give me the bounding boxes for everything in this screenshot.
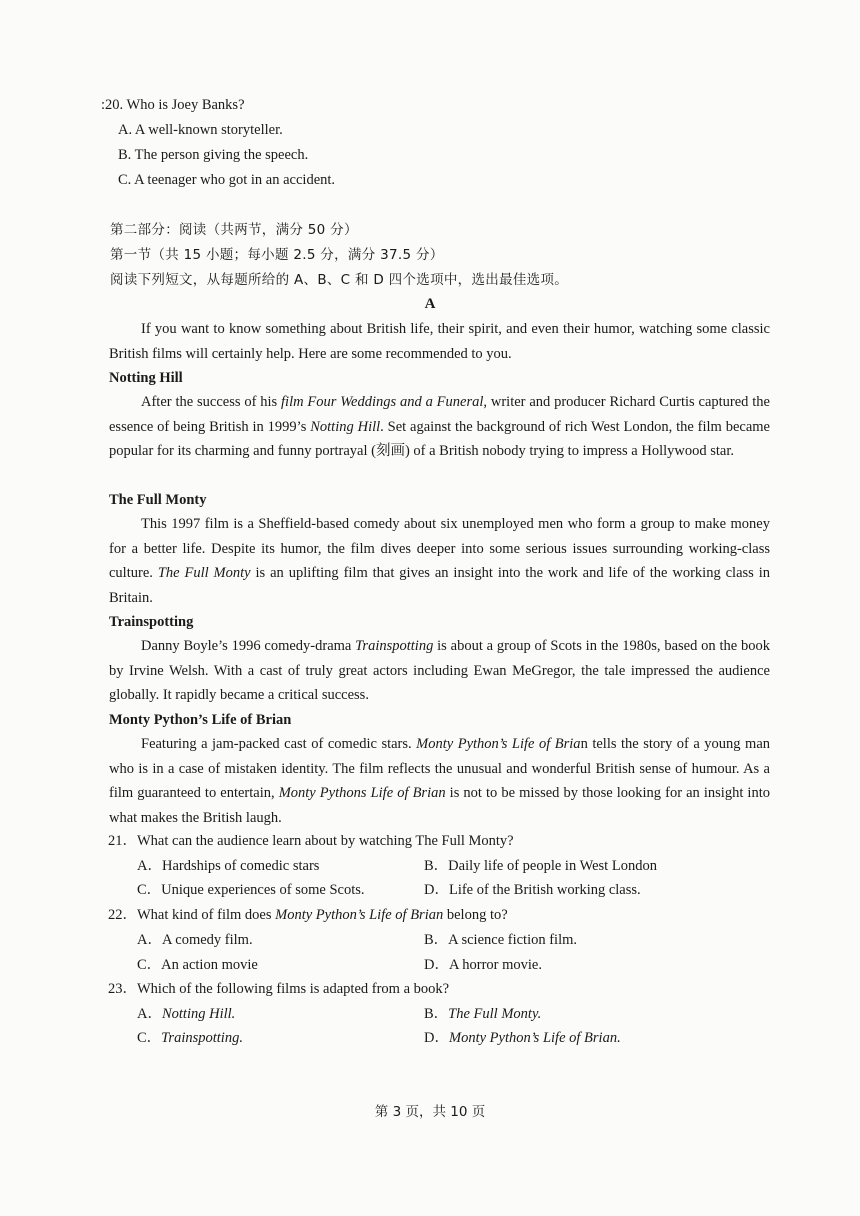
question-23-option-c: C．Trainspotting.	[137, 1030, 243, 1046]
passage-letter: A	[424, 296, 436, 312]
film-heading-life-of-brian: Monty Python’s Life of Brian	[109, 712, 292, 728]
question-21-option-c: C．Unique experiences of some Scots.	[137, 882, 365, 898]
question-22-option-c: C．An action movie	[137, 957, 258, 973]
film-paragraph-notting-hill: After the success of his film Four Weddings and a Funeral, writer and producer Richard Curtis captured the essence of being British in 1999’s Notting Hill. Set against the background of rich West London, the film became popular for its charming and funny portrayal (刻画) of a British nobody trying to impress a Hollywood star.	[109, 394, 770, 459]
section1-title: 第一节（共 15 小题；每小题 2.5 分，满分 37.5 分）	[110, 247, 444, 263]
page-number: 第 3 页，共 10 页	[374, 1104, 486, 1120]
question-21-stem: 21．What can the audience learn about by watching The Full Monty?	[108, 833, 514, 849]
question-21-option-b: B．Daily life of people in West London	[424, 858, 657, 874]
question-20-option-b: B. The person giving the speech.	[118, 147, 309, 163]
film-paragraph-trainspotting: Danny Boyle’s 1996 comedy-drama Trainspotting is about a group of Scots in the 1980s, based on the book by Irvine Welsh. With a cast of truly great actors including Ewan MeGregor, the tale impressed the audience globally. It rapidly became a critical success.	[109, 638, 771, 703]
question-20-option-c: C. A teenager who got in an accident.	[118, 172, 336, 188]
question-23-stem: 23．Which of the following films is adapted from a book?	[108, 981, 450, 997]
question-21-option-a: A．Hardships of comedic stars	[137, 858, 320, 874]
question-22-option-a: A．A comedy film.	[137, 932, 253, 948]
film-heading-notting-hill: Notting Hill	[109, 370, 183, 386]
film-paragraph-life-of-brian: Featuring a jam-packed cast of comedic stars. Monty Python’s Life of Brian tells the story of a young man who is in a case of mistaken identity. The film reflects the unusual and wonderful British sense of humour. As a film guaranteed to entertain, Monty Pythons Life of Brian is not to be missed by those looking for an insight into what makes the British laugh.	[109, 736, 771, 826]
question-22-option-d: D．A horror movie.	[424, 957, 542, 973]
question-23-option-d: D．Monty Python’s Life of Brian.	[424, 1030, 621, 1046]
question-23-option-b: B．The Full Monty.	[424, 1006, 542, 1022]
film-heading-trainspotting: Trainspotting	[109, 614, 194, 630]
question-23-option-a: A．Notting Hill.	[137, 1006, 236, 1022]
question-20-option-a: A. A well-known storyteller.	[118, 122, 283, 138]
film-heading-full-monty: The Full Monty	[109, 492, 207, 508]
passage-intro: If you want to know something about British life, their spirit, and even their humor, watching some classic British films will certainly help. Here are some recommended to you.	[109, 321, 770, 362]
reading-instructions: 阅读下列短文，从每题所给的 A、B、C 和 D 四个选项中，选出最佳选项。	[110, 272, 569, 288]
part2-title: 第二部分：阅读（共两节，满分 50 分）	[110, 222, 358, 238]
question-22-option-b: B．A science fiction film.	[424, 932, 578, 948]
question-20-stem: :20. Who is Joey Banks?	[101, 97, 245, 113]
question-22-stem: 22．What kind of film does Monty Python’s Life of Brian belong to?	[108, 907, 508, 923]
question-21-option-d: D．Life of the British working class.	[424, 882, 641, 898]
film-paragraph-full-monty: This 1997 film is a Sheffield-based comedy about six unemployed men who form a group to make money for a better life. Despite its humor, the film dives deeper into some serious issues surrounding working-class culture. The Full Monty is an uplifting film that gives an insight into the work and life of the working class in Britain.	[109, 516, 770, 606]
